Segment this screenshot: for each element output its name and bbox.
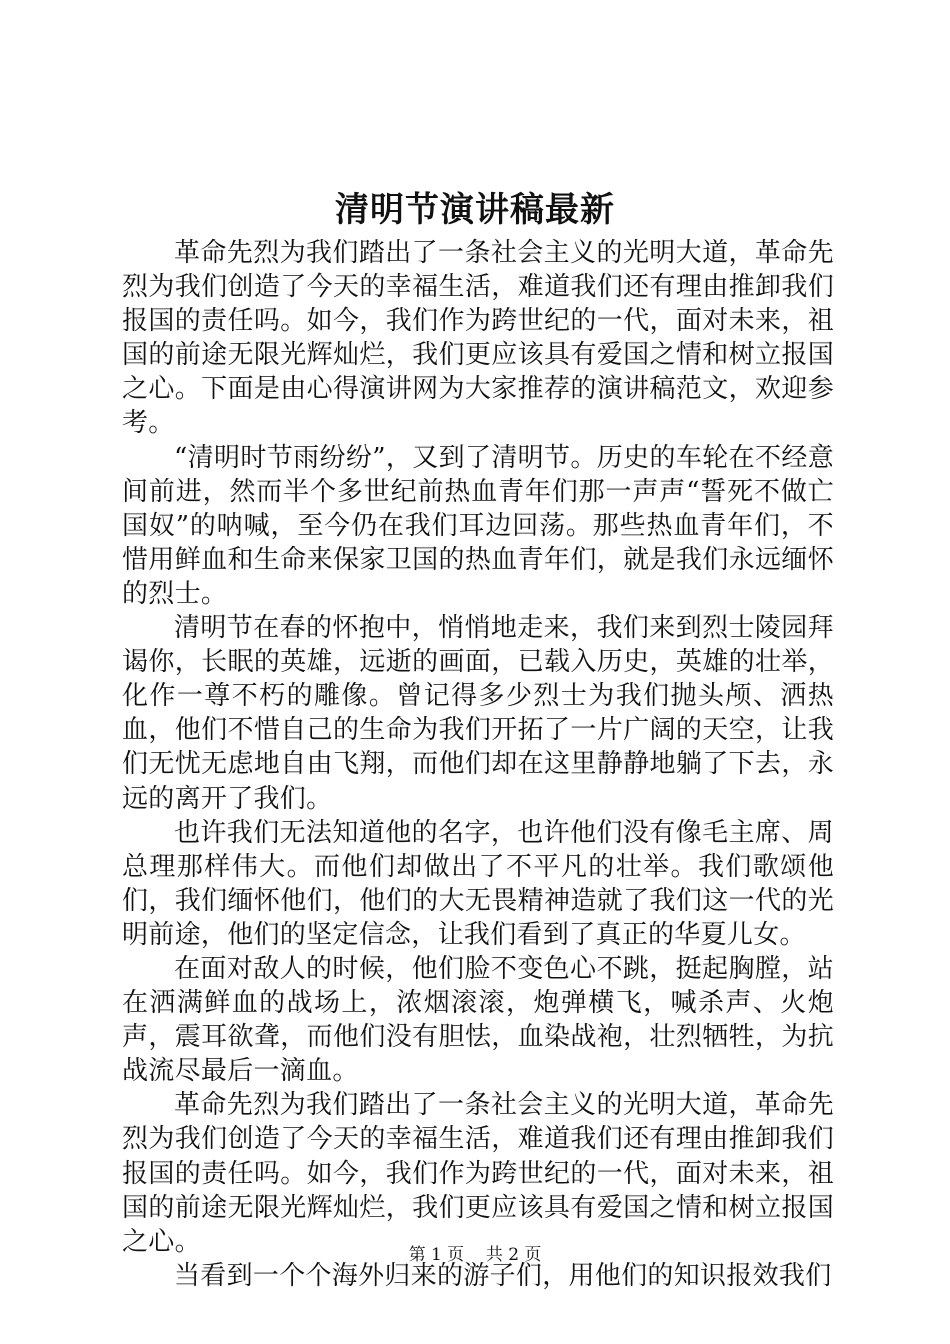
document-body [122,236,834,1293]
paragraph-3: 清明节在春的怀抱中，悄悄地走来，我们来到烈士陵园拜谒你，长眠的英雄，远逝的画面，已载入历史，英雄的壮举，化作一尊不朽的雕像。曾记得多少烈士为我们抛头颅、洒热血，他们不惜自己的生命为我们开拓了一片广阔的天空，让我们无忧无虑地自由飞翔，而他们却在这里静静地躺了下去，永远的离开了我们。 [122,613,834,814]
paragraph-6: 革命先烈为我们踏出了一条社会主义的光明大道，革命先烈为我们创造了今天的幸福生活，难道我们还有理由推卸我们报国的责任吗。如今，我们作为跨世纪的一代，面对未来，祖国的前途无限光辉灿烂，我们更应该具有爱国之情和树立报国之心。 [122,1090,834,1257]
page-footer [0,1244,950,1266]
paragraph-7: 当看到一个个海外归来的游子们，用他们的知识报效我们 [174,1260,832,1291]
paragraph-2: “清明时节雨纷纷”，又到了清明节。历史的车轮在不经意间前进，然而半个多世纪前热血青年们那一声声“誓死不做亡国奴”的呐喊，至今仍在我们耳边回荡。那些热血青年们，不惜用鲜血和生命来保家卫国的热血青年们，就是我们永远缅怀的烈士。 [122,442,834,609]
paragraph-1: 革命先烈为我们踏出了一条社会主义的光明大道，革命先烈为我们创造了今天的幸福生活，难道我们还有理由推卸我们报国的责任吗。如今，我们作为跨世纪的一代，面对未来，祖国的前途无限光辉灿烂，我们更应该具有爱国之情和树立报国之心。下面是由心得演讲网为大家推荐的演讲稿范文，欢迎参考。 [122,238,834,439]
page-separator [470,1245,481,1265]
page-total: 共 2 页 [485,1245,542,1265]
page-number: 第 1 页 [408,1245,465,1265]
paragraph-5: 在面对敌人的时候，他们脸不变色心不跳，挺起胸膛，站在洒满鲜血的战场上，浓烟滚滚，炮弹横飞，喊杀声、火炮声，震耳欲聋，而他们没有胆怯，血染战袍，壮烈牺牲，为抗战流尽最后一滴血。 [122,953,834,1087]
paragraph-4: 也许我们无法知道他的名字，也许他们没有像毛主席、周总理那样伟大。而他们却做出了不平凡的壮举。我们歌颂他们，我们缅怀他们，他们的大无畏精神造就了我们这一代的光明前途，他们的坚定信念，让我们看到了真正的华夏儿女。 [122,817,834,950]
document-title: 清明节演讲稿最新 [335,190,615,230]
